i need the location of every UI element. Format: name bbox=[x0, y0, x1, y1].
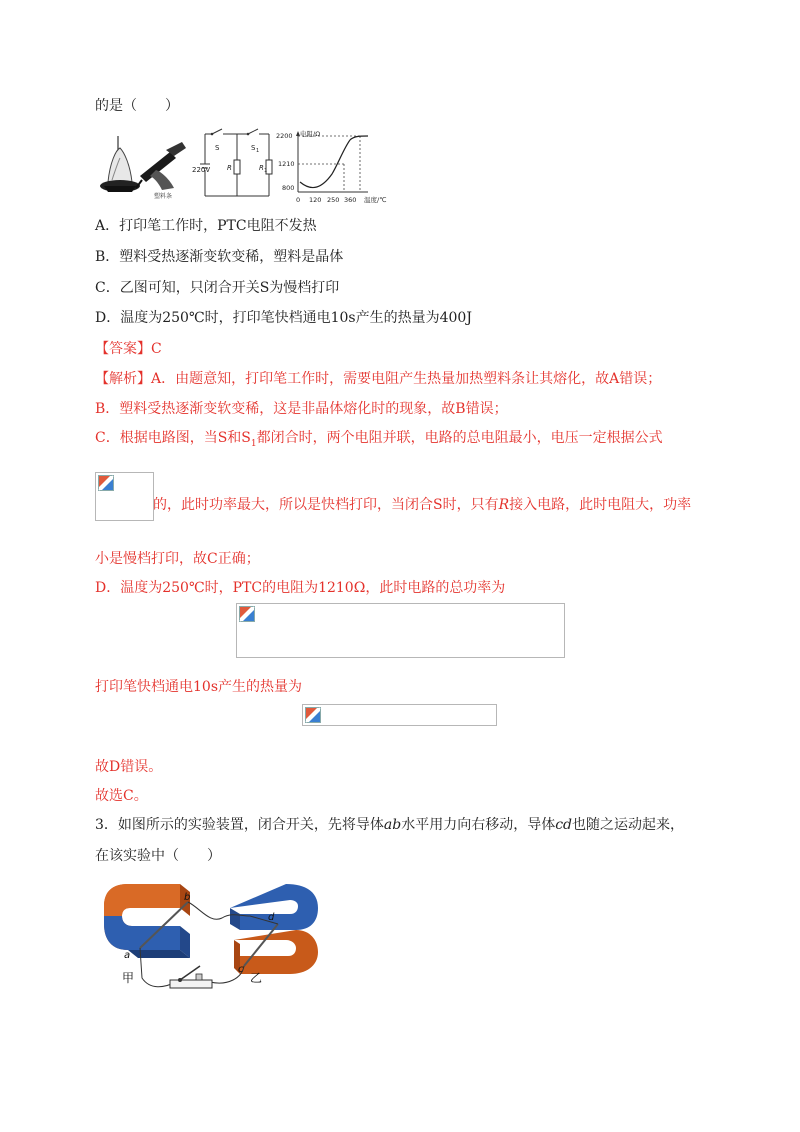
svg-text:1: 1 bbox=[264, 168, 268, 174]
broken-image-icon bbox=[239, 606, 255, 622]
analysis-c1: C．根据电路图，当S和$S_1$都闭合时，两个电阻并联，电路的总电阻最小，电压一定根据公式 bbox=[95, 430, 663, 449]
formula-image-3 bbox=[302, 704, 497, 726]
broken-image-icon bbox=[98, 475, 114, 491]
analysis-b: B．塑料受热逐渐变软变稀，这是非晶体熔化时的现象，故B错误； bbox=[95, 401, 508, 417]
analysis-d3: 故D错误。 bbox=[95, 759, 163, 775]
switch-s-label: S bbox=[215, 144, 220, 152]
option-a: A．打印笔工作时，PTC电阻不发热 bbox=[95, 218, 317, 234]
analysis-label: 【解析】 bbox=[95, 371, 151, 387]
answer-value: C bbox=[151, 341, 162, 357]
analysis-c3: 小是慢档打印，故C正确； bbox=[95, 551, 260, 567]
graph-xlabel: 温度/℃ bbox=[364, 196, 387, 204]
svg-text:a: a bbox=[124, 950, 131, 961]
svg-text:d: d bbox=[268, 912, 275, 923]
figure-label-yi: 乙 bbox=[250, 971, 263, 985]
figure-ptc-graph bbox=[276, 130, 396, 206]
analysis-d1: D．温度为250℃时，PTC的电阻为1210Ω，此时电路的总功率为 bbox=[95, 580, 506, 596]
answer-label: 【答案】 bbox=[95, 341, 151, 357]
figure-circuit bbox=[191, 126, 275, 202]
resistor-r1-label: R bbox=[259, 164, 264, 172]
svg-text:c: c bbox=[238, 964, 244, 975]
svg-text:2200: 2200 bbox=[276, 132, 293, 140]
svg-text:360: 360 bbox=[344, 196, 357, 204]
figure-label-jia: 甲 bbox=[122, 971, 135, 985]
analysis-choose: 故选C。 bbox=[95, 788, 148, 804]
formula-image-1 bbox=[95, 472, 154, 521]
svg-text:b: b bbox=[184, 892, 191, 903]
graph-ylabel: 电阻/Ω bbox=[300, 130, 321, 138]
svg-text:800: 800 bbox=[282, 184, 295, 192]
resistor-r-label: R bbox=[227, 164, 232, 172]
q3-stem-line2: 在该实验中（ ） bbox=[95, 848, 221, 864]
figure-magnets-experiment bbox=[100, 878, 324, 996]
switch-s1-label: S bbox=[251, 144, 256, 152]
analysis-c2: 的，此时功率最大，所以是快档打印，当闭合S时，只有R接入电路，此时电阻大，功率 bbox=[153, 497, 692, 513]
voltage-label: 220V bbox=[192, 166, 211, 174]
svg-text:120: 120 bbox=[309, 196, 322, 204]
analysis-d2: 打印笔快档通电10s产生的热量为 bbox=[95, 679, 302, 695]
svg-text:1210: 1210 bbox=[278, 160, 295, 168]
q3-stem-line1: 3．如图所示的实验装置，闭合开关，先将导体ab水平用力向右移动，导体cd也随之运动起来， bbox=[95, 817, 685, 833]
svg-text:250: 250 bbox=[327, 196, 340, 204]
broken-image-icon bbox=[305, 707, 321, 723]
formula-image-2 bbox=[236, 603, 565, 658]
svg-text:0: 0 bbox=[296, 196, 301, 204]
question-stem: 的是（ ） bbox=[95, 98, 179, 114]
svg-text:1: 1 bbox=[256, 148, 260, 154]
answer-line bbox=[95, 339, 162, 359]
figure-printing-pen bbox=[96, 132, 190, 200]
pen-strip-label: 塑料条 bbox=[154, 193, 173, 200]
option-d: D．温度为250℃时，打印笔快档通电10s产生的热量为400J bbox=[95, 310, 472, 326]
option-c: C．乙图可知，只闭合开关S为慢档打印 bbox=[95, 280, 340, 296]
analysis-a: 【解析】A．由题意知，打印笔工作时，需要电阻产生热量加热塑料条让其熔化，故A错误； bbox=[95, 371, 662, 387]
option-b: B．塑料受热逐渐变软变稀，塑料是晶体 bbox=[95, 249, 344, 265]
